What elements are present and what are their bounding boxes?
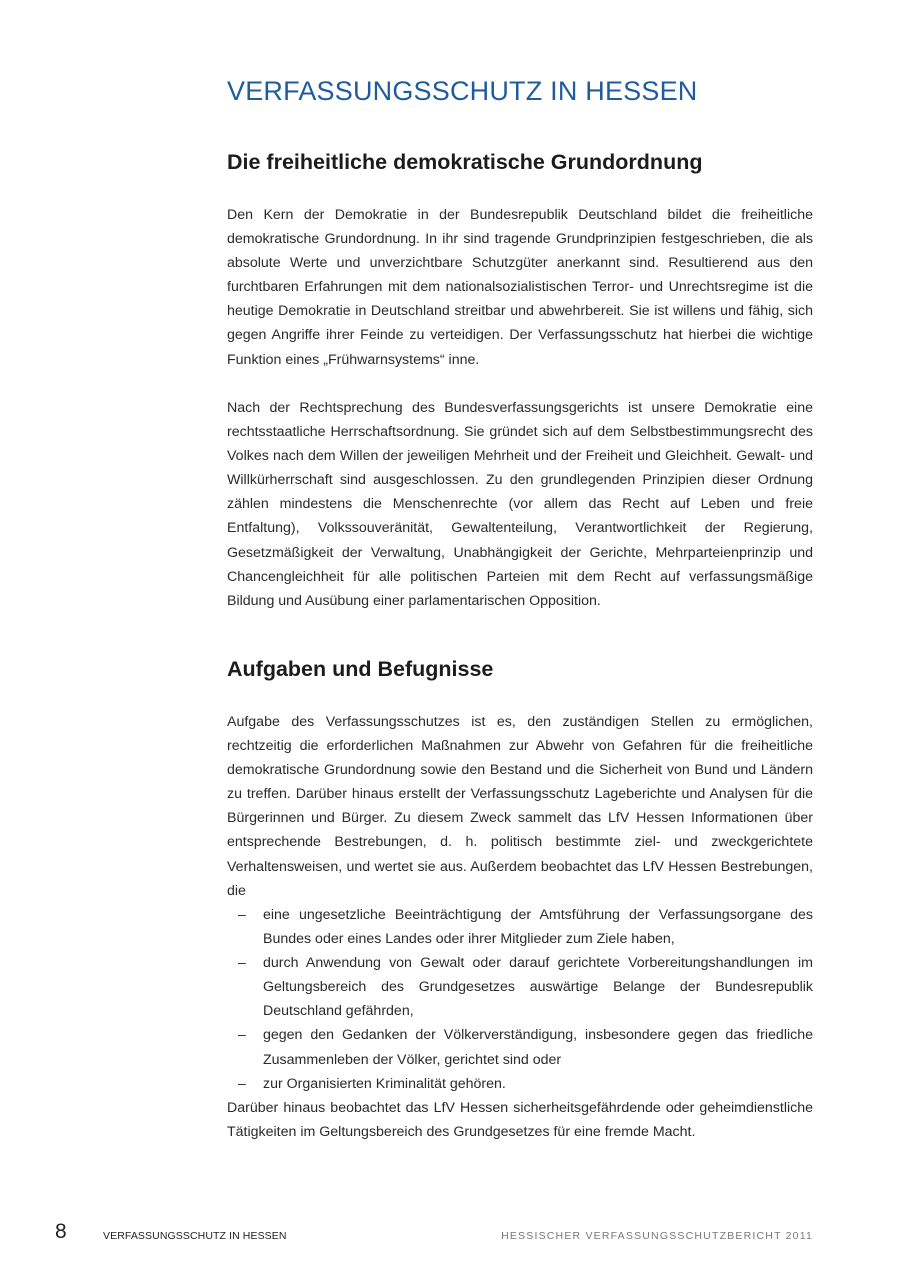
list-item-text: eine ungesetzliche Beeinträchtigung der Amtsführung der Verfassungsorgane des Bundes oder eines Landes oder ihrer Mitglieder zum Ziele haben, [263,907,813,948]
paragraph-aufgaben-intro: Aufgabe des Verfassungsschutzes ist es, den zuständigen Stellen zu ermöglichen, rechtzeitig die erforderlichen Maßnahmen zur Abwehr von Gefahren für die freiheitliche demokratische Grundordnung sowie den Bestand und die Sicherheit von Bund und Ländern zu treffen. Darüber hinaus erstellt der Verfassungsschutz Lageberichte und Analysen für die Bürgerinnen und Bürger. Zu diesem Zweck sammelt das LfV Hessen Informationen über entsprechende Bestrebungen, d. h. politisch bestimmte ziel- und zweckgerichtete Verhaltensweisen, und wertet sie aus. Außerdem beobachtet das LfV Hessen Bestrebungen, die [227,714,813,899]
paragraph-grundordnung-1: Den Kern der Demokratie in der Bundesrepublik Deutschland bildet die freiheitliche demokratische Grundordnung. In ihr sind tragende Grundprinzipien festgeschrieben, die als absolute Werte und unverzichtbare Schutzgüter anerkannt sind. Resultierend aus den furchtbaren Erfahrungen mit dem nationalsozialistischen Terror- und Unrechtsregime ist die heutige Demokratie in Deutschland streitbar und abwehrbereit. Sie ist willens und fähig, sich gegen Angriffe ihrer Feinde zu verteidigen. Der Verfassungsschutz hat hierbei die wichtige Funktion eines „Frühwarnsystems“ inne. [227,207,813,368]
list-item [227,1023,813,1071]
paragraph-grundordnung-2: Nach der Rechtsprechung des Bundesverfassungsgerichts ist unsere Demokratie eine rechtsstaatliche Herrschaftsordnung. Sie gründet sich auf dem Selbstbestimmungsrecht des Volkes nach dem Willen der jeweiligen Mehrheit und der Freiheit und Gleichheit. Gewalt- und Willkürherrschaft sind ausgeschlossen. Zu den grundlegenden Prinzipien dieser Ordnung zählen mindestens die Menschenrechte (vor allem das Recht auf Leben und freie Entfaltung), Volkssouveränität, Gewaltenteilung, Verantwortlichkeit der Regierung, Gesetzmäßigkeit der Verwaltung, Unabhängigkeit der Gerichte, Mehrparteienprinzip und Chancengleichheit für alle politischen Parteien mit dem Recht auf verfassungsmäßige Bildung und Ausübung einer parlamentarischen Opposition. [227,400,813,609]
list-item [227,951,813,1023]
page-number: 8 [55,1220,67,1243]
paragraph-aufgaben-closing: Darüber hinaus beobachtet das LfV Hessen sicherheitsgefährdende oder geheimdienstliche Tätigkeiten im Geltungsbereich des Grundgesetzes für eine fremde Macht. [227,1100,813,1141]
list-dash: – [238,1027,246,1044]
bestrebungen-list [227,903,813,1096]
list-item-text: durch Anwendung von Gewalt oder darauf gerichtete Vorbereitungshandlungen im Geltungsbereich des Grundgesetzes auswärtige Belange der Bundesrepublik Deutschland gefährden, [263,955,813,1020]
list-item-text: zur Organisierten Kriminalität gehören. [263,1075,506,1092]
list-item-text: gegen den Gedanken der Völkerverständigung, insbesondere gegen das friedliche Zusammenleben der Völker, gerichtet sind oder [263,1027,813,1068]
footer-section-title: VERFASSUNGSSCHUTZ IN HESSEN [103,1230,287,1242]
footer-report-title: HESSISCHER VERFASSUNGSSCHUTZBERICHT 2011 [501,1230,813,1242]
list-dash: – [238,955,246,972]
section-title: VERFASSUNGSSCHUTZ IN HESSEN [227,76,698,106]
list-dash: – [238,1075,246,1092]
heading-aufgaben: Aufgaben und Befugnisse [227,657,494,681]
list-item [227,1072,813,1096]
list-dash: – [238,907,246,923]
heading-grundordnung: Die freiheitliche demokratische Grundordnung [227,150,703,174]
list-item [227,903,813,951]
